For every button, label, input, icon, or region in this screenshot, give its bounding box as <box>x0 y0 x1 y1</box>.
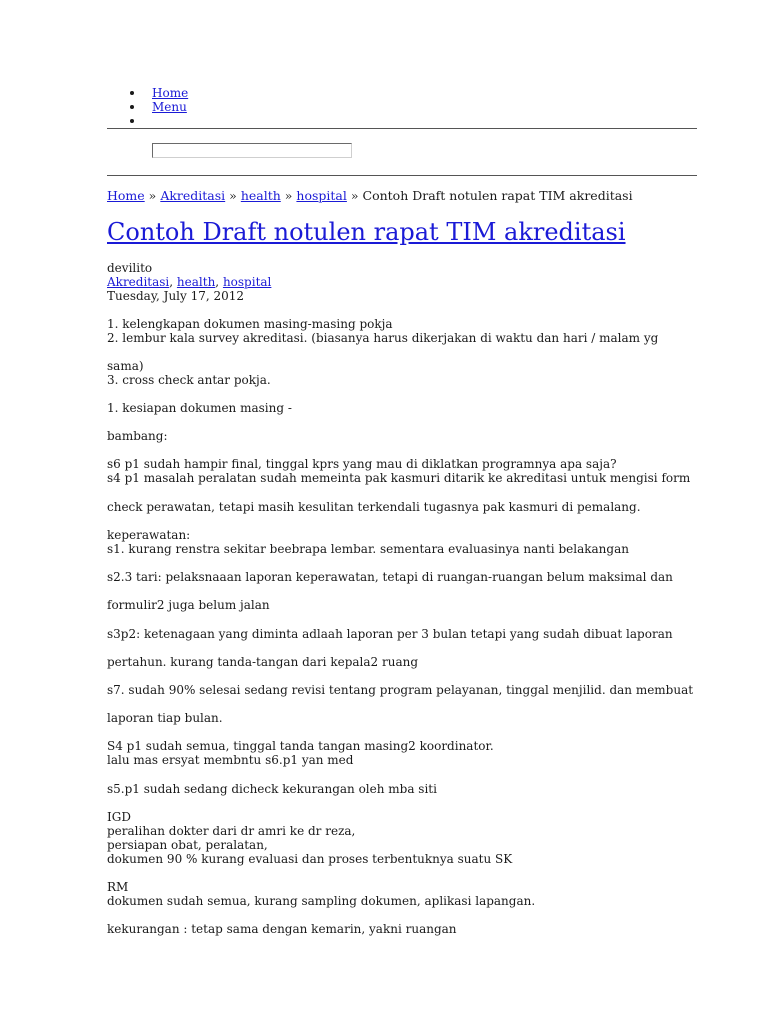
body-line: persiapan obat, peralatan, <box>107 838 268 852</box>
body-line: s2.3 tari: pelaksnaaan laporan keperawatan, tetapi di ruangan-ruangan belum maksimal dan <box>107 570 673 584</box>
nav-link-menu[interactable]: Menu <box>152 100 187 114</box>
body-line: s6 p1 sudah hampir final, tinggal kprs yang mau di diklatkan programnya apa saja? <box>107 457 617 471</box>
body-line: pertahun. kurang tanda-tangan dari kepala2 ruang <box>107 655 419 669</box>
breadcrumb-health[interactable]: health <box>240 188 281 203</box>
bullet-icon <box>130 105 134 109</box>
body-line: dokumen 90 % kurang evaluasi dan proses terbentuknya suatu SK <box>107 852 513 866</box>
body-line: peralihan dokter dari dr amri ke dr reza, <box>107 824 356 838</box>
nav-item-empty <box>130 114 188 128</box>
post-author: devilito <box>107 261 153 275</box>
nav-link-home[interactable]: Home <box>152 86 189 100</box>
body-line: IGD <box>107 810 131 824</box>
body-line: keperawatan: <box>107 528 191 542</box>
body-line: formulir2 juga belum jalan <box>107 598 270 612</box>
body-line: s4 p1 masalah peralatan sudah memeinta pak kasmuri ditarik ke akreditasi untuk mengisi form <box>107 471 691 485</box>
breadcrumb-current: Contoh Draft notulen rapat TIM akreditasi <box>362 188 633 203</box>
page-title <box>107 217 626 247</box>
body-line: laporan tiap bulan. <box>107 711 223 725</box>
breadcrumb <box>107 189 633 203</box>
body-line: s5.p1 sudah sedang dicheck kekurangan oleh mba siti <box>107 782 437 796</box>
post-meta <box>107 261 271 303</box>
breadcrumb-separator: » <box>284 188 293 203</box>
post-tags: Akreditasi, health, hospital <box>107 275 272 289</box>
nav-item-menu <box>130 100 188 114</box>
body-line: 1. kelengkapan dokumen masing-masing pokja <box>107 317 393 331</box>
top-nav <box>130 86 188 128</box>
body-line: s1. kurang renstra sekitar beebrapa lembar. sementara evaluasinya nanti belakangan <box>107 542 629 556</box>
body-line: s3p2: ketenagaan yang diminta adlaah laporan per 3 bulan tetapi yang sudah dibuat laporan <box>107 627 673 641</box>
nav-item-home <box>130 86 188 100</box>
search-input[interactable] <box>152 143 352 158</box>
post-date: Tuesday, July 17, 2012 <box>107 289 245 303</box>
body-line: 1. kesiapan dokumen masing - <box>107 401 292 415</box>
body-line: S4 p1 sudah semua, tinggal tanda tangan masing2 koordinator. <box>107 739 494 753</box>
body-line: bambang: <box>107 429 168 443</box>
body-line: sama) <box>107 359 144 373</box>
bullet-icon <box>130 119 134 123</box>
breadcrumb-separator: » <box>148 188 157 203</box>
bullet-icon <box>130 91 134 95</box>
breadcrumb-hospital[interactable]: hospital <box>296 188 347 203</box>
breadcrumb-separator: » <box>229 188 237 203</box>
breadcrumb-akreditasi[interactable]: Akreditasi <box>160 188 226 203</box>
divider-bottom <box>107 175 697 176</box>
body-line: 2. lembur kala survey akreditasi. (biasanya harus dikerjakan di waktu dan hari / malam yg <box>107 331 659 345</box>
tag-akreditasi[interactable]: Akreditasi <box>107 275 170 289</box>
body-line: check perawatan, tetapi masih kesulitan terkendali tugasnya pak kasmuri di pemalang. <box>107 500 641 514</box>
tag-health[interactable]: health <box>176 275 216 289</box>
breadcrumb-separator: » <box>350 188 359 203</box>
post-title-link[interactable]: Contoh Draft notulen rapat TIM akreditasi <box>107 218 626 246</box>
body-line: dokumen sudah semua, kurang sampling dokumen, aplikasi lapangan. <box>107 894 536 908</box>
body-line: RM <box>107 880 129 894</box>
body-line: kekurangan : tetap sama dengan kemarin, yakni ruangan <box>107 922 457 936</box>
body-line: lalu mas ersyat membntu s6.p1 yan med <box>107 753 354 767</box>
body-line: s7. sudah 90% selesai sedang revisi tentang program pelayanan, tinggal menjilid. dan membuat <box>107 683 694 697</box>
divider-top <box>107 128 697 129</box>
body-line: 3. cross check antar pokja. <box>107 373 271 387</box>
breadcrumb-home[interactable]: Home <box>107 188 145 203</box>
tag-hospital[interactable]: hospital <box>222 275 272 289</box>
